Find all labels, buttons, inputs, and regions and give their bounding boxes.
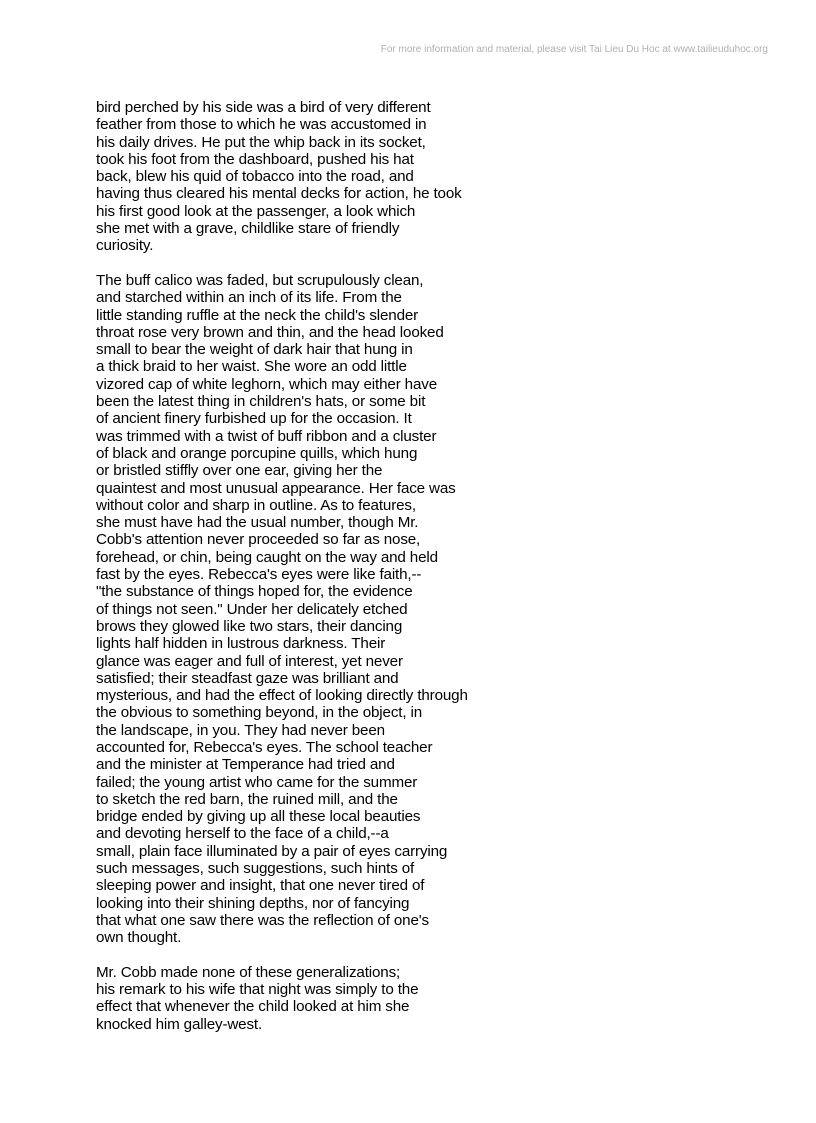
text-line: and devoting herself to the face of a child,--a: [96, 825, 389, 843]
paragraph: [96, 964, 516, 1033]
text-line: small to bear the weight of dark hair that hung in: [96, 341, 413, 359]
text-line: of black and orange porcupine quills, which hung: [96, 444, 418, 462]
text-line: back, blew his quid of tobacco into the road, and: [96, 168, 414, 186]
text-line: satisfied; their steadfast gaze was brilliant and: [96, 669, 399, 687]
text-line: feather from those to which he was accustomed in: [96, 116, 427, 134]
text-line: having thus cleared his mental decks for action, he took: [96, 185, 462, 203]
text-line: his first good look at the passenger, a look which: [96, 202, 416, 220]
text-line: a thick braid to her waist. She wore an odd little: [96, 358, 407, 376]
text-line: of things not seen." Under her delicately etched: [96, 600, 408, 618]
text-line: fast by the eyes. Rebecca's eyes were like faith,--: [96, 566, 422, 584]
text-line: own thought.: [96, 929, 182, 947]
text-line: lights half hidden in lustrous darkness. Their: [96, 635, 386, 653]
text-line: Mr. Cobb made none of these generalizations;: [96, 963, 401, 981]
text-line: brows they glowed like two stars, their dancing: [96, 617, 403, 635]
text-line: that what one saw there was the reflection of one's: [96, 911, 429, 929]
text-line: without color and sharp in outline. As to features,: [96, 496, 416, 514]
text-line: and starched within an inch of its life. From the: [96, 289, 402, 307]
paragraph: [96, 272, 516, 947]
text-line: glance was eager and full of interest, yet never: [96, 652, 403, 670]
text-line: The buff calico was faded, but scrupulously clean,: [96, 271, 424, 289]
header-note: For more information and material, please visit Tai Lieu Du Hoc at www.tailieuduhoc.org: [380, 44, 768, 55]
text-line: curiosity.: [96, 237, 154, 255]
text-line: accounted for, Rebecca's eyes. The school teacher: [96, 738, 433, 756]
text-line: the obvious to something beyond, in the object, in: [96, 704, 423, 722]
text-line: mysterious, and had the effect of looking directly through: [96, 687, 468, 705]
text-line: looking into their shining depths, nor of fancying: [96, 894, 410, 912]
text-line: vizored cap of white leghorn, which may either have: [96, 375, 438, 393]
text-line: sleeping power and insight, that one never tired of: [96, 877, 425, 895]
text-line: bridge ended by giving up all these local beauties: [96, 808, 421, 826]
text-line: forehead, or chin, being caught on the way and held: [96, 548, 438, 566]
text-line: knocked him galley-west.: [96, 1015, 263, 1033]
text-line: little standing ruffle at the neck the child's slender: [96, 306, 419, 324]
text-line: his daily drives. He put the whip back in its socket,: [96, 133, 426, 151]
text-line: she must have had the usual number, though Mr.: [96, 514, 419, 532]
text-line: was trimmed with a twist of buff ribbon and a cluster: [96, 427, 437, 445]
text-line: she met with a grave, childlike stare of friendly: [96, 220, 400, 238]
text-line: quaintest and most unusual appearance. Her face was: [96, 479, 456, 497]
text-line: bird perched by his side was a bird of very different: [96, 99, 431, 116]
text-line: took his foot from the dashboard, pushed his hat: [96, 150, 414, 168]
text-line: such messages, such suggestions, such hints of: [96, 860, 415, 878]
paragraph: [96, 99, 516, 255]
text-line: or bristled stiffly over one ear, giving her the: [96, 462, 383, 480]
text-line: throat rose very brown and thin, and the head looked: [96, 323, 444, 341]
text-line: been the latest thing in children's hats, or some bit: [96, 393, 426, 411]
text-line: his remark to his wife that night was simply to the: [96, 981, 419, 999]
text-line: effect that whenever the child looked at him she: [96, 998, 410, 1016]
text-line: small, plain face illuminated by a pair of eyes carrying: [96, 842, 448, 860]
page-content: [96, 99, 516, 1050]
text-line: of ancient finery furbished up for the occasion. It: [96, 410, 412, 428]
text-line: the landscape, in you. They had never been: [96, 721, 385, 739]
text-line: "the substance of things hoped for, the evidence: [96, 583, 413, 601]
text-line: and the minister at Temperance had tried and: [96, 756, 395, 774]
text-line: Cobb's attention never proceeded so far as nose,: [96, 531, 421, 549]
text-line: to sketch the red barn, the ruined mill, and the: [96, 790, 398, 808]
text-line: failed; the young artist who came for the summer: [96, 773, 418, 791]
